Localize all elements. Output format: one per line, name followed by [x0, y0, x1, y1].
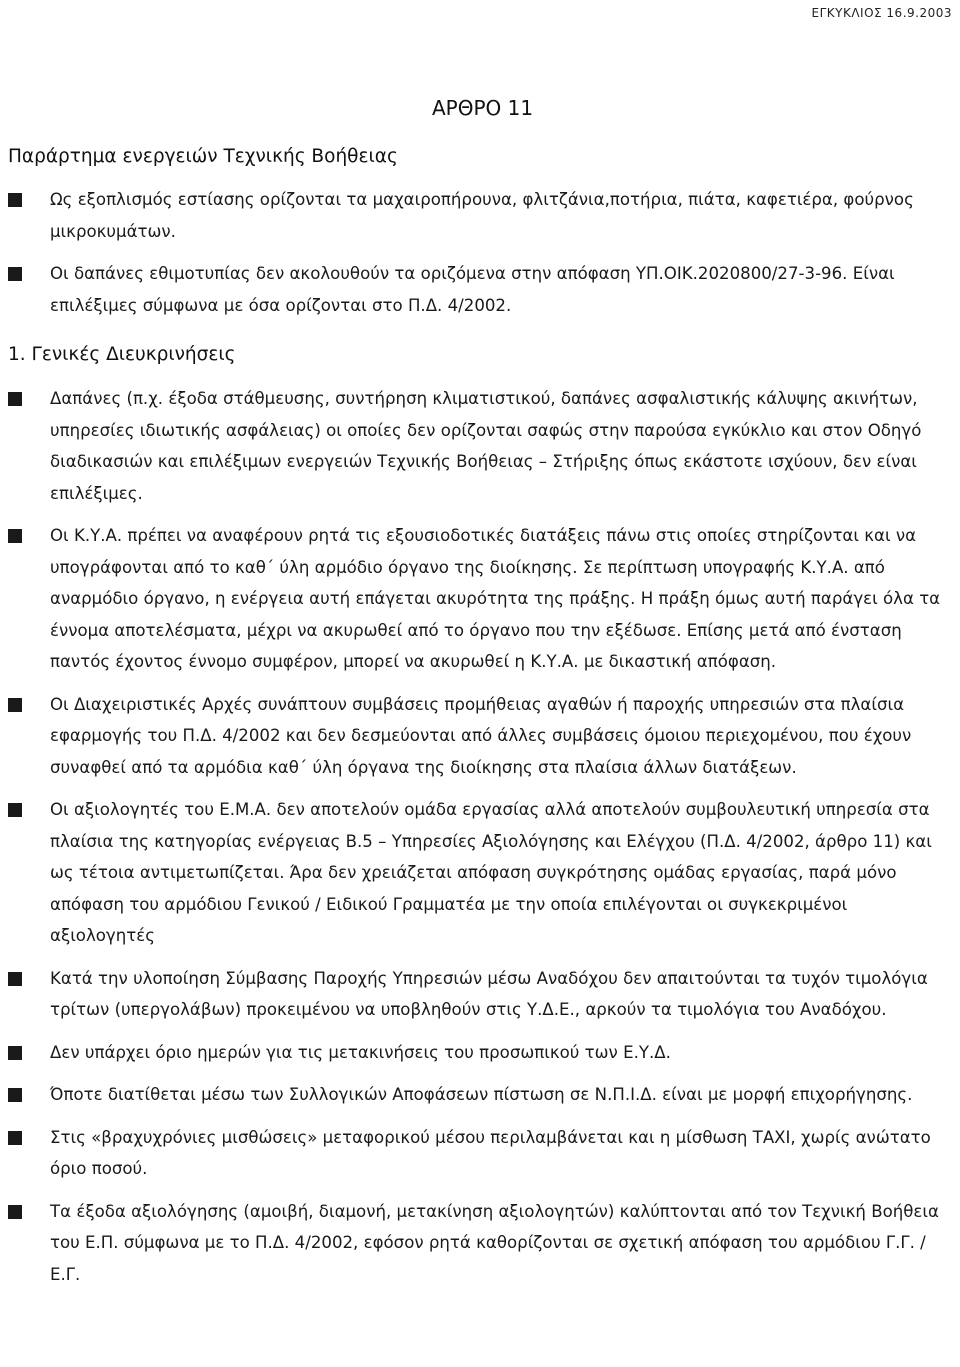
bullet-square-icon [8, 1205, 22, 1219]
list-item [0, 689, 960, 784]
list-item [0, 1037, 960, 1069]
clarifications-bullet-list [0, 383, 960, 1301]
list-item-text: Τα έξοδα αξιολόγησης (αμοιβή, διαμονή, μετακίνηση αξιολογητών) καλύπτονται από τον Τεχνική Βοήθεια του Ε.Π. σύμφωνα με το Π.Δ. 4/2002, εφόσον ρητά καθορίζονται σε σχετική απόφαση του αρμόδιου Γ.Γ. /Ε.Γ. [50, 1201, 939, 1284]
bullet-square-icon [8, 1131, 22, 1145]
list-item-text: Ως εξοπλισμός εστίασης ορίζονται τα μαχαιροπήρουνα, φλιτζάνια,ποτήρια, πιάτα, καφετιέρα, φούρνος μικροκυμάτων. [50, 190, 914, 241]
list-item [0, 963, 960, 1026]
bullet-square-icon [8, 972, 22, 986]
list-item-text: Οι Διαχειριστικές Αρχές συνάπτουν συμβάσεις προμήθειας αγαθών ή παροχής υπηρεσιών στα πλαίσια εφαρμογής του Π.Δ. 4/2002 και δεν δεσμεύονται από άλλες συμβάσεις όμοιου περιεχομένου, που έχουν συναφθεί από τα αρμόδια καθ΄ ύλη όργανα της διοίκησης στα πλαίσια άλλων διατάξεων. [50, 694, 912, 777]
list-item-text: Όποτε διατίθεται μέσω των Συλλογικών Αποφάσεων πίστωση σε Ν.Π.Ι.Δ. είναι με μορφή επιχορήγησης. [50, 1085, 913, 1104]
bullet-square-icon [8, 193, 22, 207]
bullet-square-icon [8, 803, 22, 817]
list-item [0, 794, 960, 952]
list-item-text: Οι δαπάνες εθιμοτυπίας δεν ακολουθούν τα οριζόμενα στην απόφαση ΥΠ.ΟΙΚ.2020800/27-3-96. Είναι επιλέξιμες σύμφωνα με όσα ορίζονται στο Π.Δ. 4/2002. [50, 264, 895, 315]
annex-title: Παράρτημα ενεργειών Τεχνικής Βοήθειας [8, 146, 398, 167]
bullet-square-icon [8, 529, 22, 543]
list-item [0, 520, 960, 678]
list-item-text: Οι αξιολογητές του Ε.Μ.Α. δεν αποτελούν ομάδα εργασίας αλλά αποτελούν συμβουλευτική υπηρεσία στα πλαίσια της κατηγορίας ενέργειας Β.5 – Υπηρεσίες Αξιολόγησης και Ελέγχου (Π.Δ. 4/2002, άρθρο 11) και ως τέτοια αντιμετωπίζεται. Άρα δεν χρειάζεται απόφαση συγκρότησης ομάδας εργασίας, παρά μόνο απόφαση του αρμόδιου Γενικού / Ειδικού Γραμματέα με την οποία επιλέγονται οι συγκεκριμένοι αξιολογητές [50, 800, 932, 945]
list-item-text: Στις «βραχυχρόνιες μισθώσεις» μεταφορικού μέσου περιλαμβάνεται και η μίσθωση ΤΑΧΙ, χωρίς ανώτατο όριο ποσού. [50, 1127, 931, 1178]
list-item [0, 258, 960, 321]
list-item-text: Κατά την υλοποίηση Σύμβασης Παροχής Υπηρεσιών μέσω Αναδόχου δεν απαιτούνται τα τυχόν τιμολόγια τρίτων (υπεργολάβων) προκειμένου να υποβληθούν στις Υ.Δ.Ε., αρκούν τα τιμολόγια του Αναδόχου. [50, 968, 928, 1019]
circular-header: ΕΓΚΥΚΛΙΟΣ 16.9.2003 [811, 6, 952, 20]
bullet-square-icon [8, 698, 22, 712]
bullet-square-icon [8, 392, 22, 406]
list-item-text: Οι Κ.Υ.Α. πρέπει να αναφέρουν ρητά τις εξουσιοδοτικές διατάξεις πάνω στις οποίες στηρίζονται και να υπογράφονται από το καθ΄ ύλη αρμόδιο όργανο της διοίκησης. Σε περίπτωση υπογραφής Κ.Υ.Α. από αναρμόδιο όργανο, η ενέργεια αυτή επάγεται ακυρότητα της πράξης. Η πράξη όμως αυτή παράγει όλα τα έννομα αποτελέσματα, μέχρι να ακυρωθεί από το όργανο που την εξέδωσε. Επίσης μετά από ένσταση παντός έχοντος έννομο συμφέρον, μπορεί να ακυρωθεί η Κ.Υ.Α. με δικαστική απόφαση. [50, 526, 941, 671]
list-item-text: Δεν υπάρχει όριο ημερών για τις μετακινήσεις του προσωπικού των Ε.Υ.Δ. [50, 1042, 671, 1062]
list-item [0, 383, 960, 509]
list-item [0, 1079, 960, 1111]
list-item [0, 1122, 960, 1185]
bullet-square-icon [8, 267, 22, 281]
annex-bullet-list [0, 184, 960, 332]
bullet-square-icon [8, 1046, 22, 1060]
section-title: 1. Γενικές Διευκρινήσεις [8, 344, 236, 365]
list-item [0, 1196, 960, 1291]
bullet-square-icon [8, 1088, 22, 1102]
list-item [0, 184, 960, 247]
article-title: ΑΡΘΡΟ 11 [432, 96, 534, 120]
list-item-text: Δαπάνες (π.χ. έξοδα στάθμευσης, συντήρηση κλιματιστικού, δαπάνες ασφαλιστικής κάλυψης ακινήτων, υπηρεσίες ιδιωτικής ασφάλειας) οι οποίες δεν ορίζονται σαφώς στην παρούσα εγκύκλιο και στον Οδηγό διαδικασιών και επιλέξιμων ενεργειών Τεχνικής Βοήθειας – Στήριξης όπως εκάστοτε ισχύουν, δεν είναι επιλέξιμες. [50, 389, 922, 503]
